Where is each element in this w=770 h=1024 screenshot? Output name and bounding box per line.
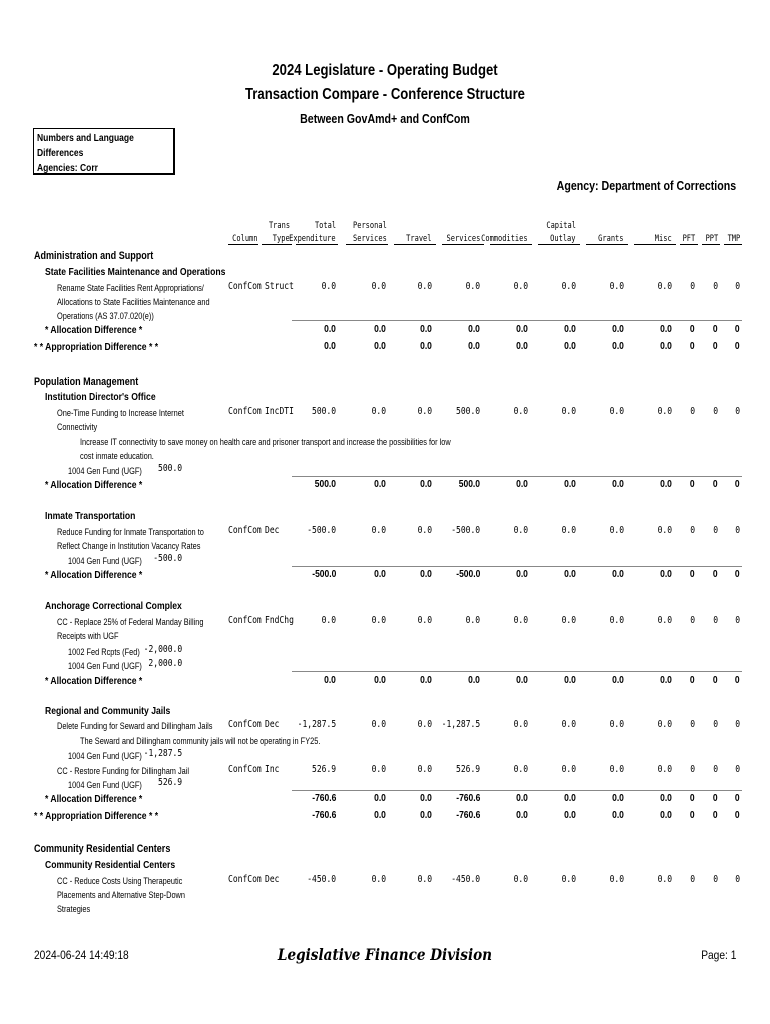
it-row-cell: 0.0 — [561, 525, 576, 536]
allocation-heading: Regional and Community Jails — [45, 705, 171, 717]
header-capital: Capital — [546, 221, 576, 231]
it-alloc-cell: -500.0 — [311, 569, 336, 580]
crc-row-cell: 0.0 — [657, 874, 672, 885]
transaction-description: Delete Funding for Seward and Dillingham Jails — [57, 721, 213, 731]
transaction-description: Connectivity — [57, 422, 98, 432]
fund-amount: 2,000.0 — [148, 658, 182, 669]
acc-alloc-cell: 0.0 — [612, 675, 624, 686]
ido-alloc-cell: 0.0 — [612, 479, 624, 490]
transaction-description: Allocations to State Facilities Maintenance and — [57, 297, 210, 307]
ido-row-cell: 0.0 — [657, 406, 672, 417]
it-row-cell: -500.0 — [451, 525, 480, 536]
rcj2-row-cell: 526.9 — [455, 764, 480, 775]
subtotal-rule — [292, 566, 742, 567]
ido-row-cell: 0.0 — [513, 406, 528, 417]
header-commodities: Commodities — [481, 234, 528, 244]
sfm-row-cell: 0.0 — [561, 281, 576, 292]
rcj1-row-cell: 0 — [713, 719, 718, 730]
admin-approp-cell: 0 — [735, 341, 740, 352]
popmgmt-approp-cell: 0.0 — [564, 810, 576, 821]
rcj1-row-cell: -1,287.5 — [297, 719, 336, 730]
header-type: Type — [273, 234, 290, 244]
section-heading: Community Residential Centers — [34, 843, 171, 855]
crc-row-cell: 0 — [735, 874, 740, 885]
crc-row-cell: 0.0 — [371, 874, 386, 885]
rcj2-row-cell: 0.0 — [657, 764, 672, 775]
rcj-alloc-cell: 0.0 — [612, 793, 624, 804]
sfm-row-cell: 0.0 — [371, 281, 386, 292]
rcj1-row-cell: 0 — [690, 719, 695, 730]
popmgmt-approp-cell: 0.0 — [516, 810, 528, 821]
allocation-heading: Institution Director's Office — [45, 391, 156, 403]
crc-row-cell: 0 — [690, 874, 695, 885]
it-alloc-cell: 0.0 — [420, 569, 432, 580]
transaction-description: Reflect Change in Institution Vacancy Rates — [57, 541, 201, 551]
header-ppt: PPT — [705, 234, 718, 244]
section-heading: Population Management — [34, 376, 139, 388]
transaction-note: The Seward and Dillingham community jails will not be operating in FY25. — [80, 736, 321, 746]
rcj2-row-cell: 0 — [713, 764, 718, 775]
acc-row-cell: 0.0 — [371, 615, 386, 626]
section-heading: Administration and Support — [34, 250, 154, 262]
trans-type: FndChg — [265, 615, 294, 626]
subtotal-rule — [292, 320, 742, 321]
rcj-alloc-cell: 0.0 — [374, 793, 386, 804]
it-row-cell: 0 — [713, 525, 718, 536]
it-alloc-cell: 0.0 — [612, 569, 624, 580]
acc-row-cell: 0.0 — [609, 615, 624, 626]
it-row-cell: 0.0 — [371, 525, 386, 536]
allocation-difference-label: * Allocation Difference * — [45, 675, 143, 687]
rcj-alloc-cell: 0.0 — [660, 793, 672, 804]
crc-row-cell: -450.0 — [451, 874, 480, 885]
fund-source: 1004 Gen Fund (UGF) — [68, 661, 142, 671]
acc-row-cell: 0.0 — [513, 615, 528, 626]
acc-row-cell: 0.0 — [657, 615, 672, 626]
crc-row-cell: 0.0 — [417, 874, 432, 885]
header-pft: PFT — [682, 234, 695, 244]
sfm-row-cell: 0 — [713, 281, 718, 292]
rcj-alloc-cell: 0.0 — [420, 793, 432, 804]
subtotal-rule — [292, 476, 742, 477]
allocation-difference-label: * Allocation Difference * — [45, 324, 143, 336]
acc-alloc-cell: 0.0 — [660, 675, 672, 686]
transaction-description: One-Time Funding to Increase Internet — [57, 408, 184, 418]
allocation-difference-label: * Allocation Difference * — [45, 479, 143, 491]
column-code: ConfCom — [228, 874, 262, 885]
rcj-alloc-cell: 0 — [735, 793, 740, 804]
popmgmt-approp-cell: 0.0 — [660, 810, 672, 821]
trans-type: IncDTI — [265, 406, 294, 417]
acc-row-cell: 0.0 — [465, 615, 480, 626]
admin-approp-cell: 0.0 — [324, 341, 336, 352]
acc-row-cell: 0 — [735, 615, 740, 626]
ido-alloc-cell: 0.0 — [660, 479, 672, 490]
ido-alloc-cell: 0.0 — [564, 479, 576, 490]
fund-source: 1004 Gen Fund (UGF) — [68, 466, 142, 476]
appropriation-difference-label: * * Appropriation Difference * * — [34, 810, 159, 822]
allocation-heading: Community Residential Centers — [45, 859, 176, 871]
header-travel: Travel — [406, 234, 432, 244]
column-code: ConfCom — [228, 615, 262, 626]
transaction-description: CC - Restore Funding for Dillingham Jail — [57, 766, 190, 776]
acc-row-cell: 0.0 — [417, 615, 432, 626]
rcj-alloc-cell: 0.0 — [516, 793, 528, 804]
transaction-description: Rename State Facilities Rent Appropriations/ — [57, 283, 204, 293]
it-row-cell: -500.0 — [307, 525, 336, 536]
appropriation-difference-label: * * Appropriation Difference * * — [34, 341, 159, 353]
popmgmt-approp-cell: -760.6 — [311, 810, 336, 821]
report-comparison: Between GovAmd+ and ConfCom — [300, 112, 470, 126]
admin-approp-cell: 0.0 — [374, 341, 386, 352]
fund-amount: -500.0 — [153, 553, 182, 564]
fund-source: 1002 Fed Rcpts (Fed) — [68, 647, 140, 657]
popmgmt-approp-cell: 0 — [735, 810, 740, 821]
subtotal-rule — [292, 790, 742, 791]
rcj1-row-cell: 0 — [735, 719, 740, 730]
acc-alloc-cell: 0.0 — [468, 675, 480, 686]
ido-row-cell: 0 — [690, 406, 695, 417]
header-personal: Personal — [353, 221, 387, 231]
column-code: ConfCom — [228, 281, 262, 292]
report-subtitle: Transaction Compare - Conference Structure — [245, 86, 525, 103]
filter-line: Agencies: Corr — [37, 163, 98, 174]
rcj1-row-cell: 0.0 — [371, 719, 386, 730]
transaction-description: Reduce Funding for Inmate Transportation to — [57, 527, 204, 537]
sfm-row-cell: 0.0 — [657, 281, 672, 292]
crc-row-cell: 0.0 — [513, 874, 528, 885]
filter-box — [33, 128, 175, 175]
fund-amount: 500.0 — [157, 463, 182, 474]
ido-alloc-cell: 0.0 — [516, 479, 528, 490]
sfm-row-cell: 0.0 — [513, 281, 528, 292]
rcj-alloc-cell: 0 — [713, 793, 718, 804]
popmgmt-approp-cell: 0.0 — [612, 810, 624, 821]
sfm-alloc-cell: 0.0 — [660, 324, 672, 335]
it-row-cell: 0.0 — [609, 525, 624, 536]
sfm-row-cell: 0.0 — [417, 281, 432, 292]
sfm-row-cell: 0.0 — [465, 281, 480, 292]
admin-approp-cell: 0.0 — [516, 341, 528, 352]
trans-type: Dec — [265, 719, 280, 730]
transaction-description: CC - Replace 25% of Federal Manday Billing — [57, 617, 204, 627]
allocation-difference-label: * Allocation Difference * — [45, 793, 143, 805]
crc-row-cell: 0.0 — [609, 874, 624, 885]
rcj-alloc-cell: -760.6 — [311, 793, 336, 804]
rcj2-row-cell: 0 — [690, 764, 695, 775]
admin-approp-cell: 0.0 — [612, 341, 624, 352]
acc-alloc-cell: 0 — [690, 675, 695, 686]
acc-alloc-cell: 0.0 — [516, 675, 528, 686]
acc-row-cell: 0.0 — [561, 615, 576, 626]
ido-row-cell: 0 — [735, 406, 740, 417]
sfm-alloc-cell: 0 — [735, 324, 740, 335]
ido-alloc-cell: 0.0 — [374, 479, 386, 490]
ido-row-cell: 0.0 — [609, 406, 624, 417]
rcj1-row-cell: 0.0 — [609, 719, 624, 730]
it-alloc-cell: 0.0 — [516, 569, 528, 580]
it-row-cell: 0 — [735, 525, 740, 536]
header-trans: Trans — [268, 221, 290, 231]
header-grants: Grants — [598, 234, 624, 244]
sfm-alloc-cell: 0.0 — [324, 324, 336, 335]
allocation-difference-label: * Allocation Difference * — [45, 569, 143, 581]
fund-source: 1004 Gen Fund (UGF) — [68, 556, 142, 566]
sfm-alloc-cell: 0.0 — [468, 324, 480, 335]
footer-timestamp: 2024-06-24 14:49:18 — [34, 948, 129, 962]
admin-approp-cell: 0.0 — [468, 341, 480, 352]
sfm-alloc-cell: 0.0 — [564, 324, 576, 335]
footer-division: Legislative Finance Division — [277, 945, 493, 964]
crc-row-cell: 0 — [713, 874, 718, 885]
rcj1-row-cell: -1,287.5 — [441, 719, 480, 730]
ido-alloc-cell: 500.0 — [458, 479, 480, 490]
popmgmt-approp-cell: 0 — [713, 810, 718, 821]
subtotal-rule — [292, 671, 742, 672]
ido-row-cell: 0.0 — [561, 406, 576, 417]
it-row-cell: 0.0 — [657, 525, 672, 536]
it-alloc-cell: 0 — [713, 569, 718, 580]
admin-approp-cell: 0.0 — [564, 341, 576, 352]
fund-source: 1004 Gen Fund (UGF) — [68, 780, 142, 790]
it-alloc-cell: 0.0 — [374, 569, 386, 580]
trans-type: Inc — [265, 764, 280, 775]
acc-alloc-cell: 0.0 — [374, 675, 386, 686]
header-services-personal: Services — [353, 234, 387, 244]
sfm-row-cell: 0.0 — [321, 281, 336, 292]
admin-approp-cell: 0 — [713, 341, 718, 352]
rcj2-row-cell: 0.0 — [561, 764, 576, 775]
agency-title: Agency: Department of Corrections — [556, 179, 736, 193]
sfm-row-cell: 0.0 — [609, 281, 624, 292]
rcj2-row-cell: 0 — [735, 764, 740, 775]
column-code: ConfCom — [228, 406, 262, 417]
column-code: ConfCom — [228, 719, 262, 730]
footer-page-number: Page: 1 — [700, 948, 736, 962]
header-services: Services — [446, 234, 480, 244]
ido-alloc-cell: 0.0 — [420, 479, 432, 490]
trans-type: Dec — [265, 525, 280, 536]
allocation-heading: State Facilities Maintenance and Operations — [45, 266, 226, 278]
rcj-alloc-cell: -760.6 — [455, 793, 480, 804]
rcj2-row-cell: 0.0 — [513, 764, 528, 775]
rcj2-row-cell: 0.0 — [371, 764, 386, 775]
header-total: Total — [314, 221, 336, 231]
acc-row-cell: 0 — [690, 615, 695, 626]
ido-alloc-cell: 0 — [735, 479, 740, 490]
transaction-note: Increase IT connectivity to save money on health care and prisoner transport and increase the possibilities for low — [80, 437, 451, 447]
ido-alloc-cell: 0 — [690, 479, 695, 490]
ido-row-cell: 0.0 — [371, 406, 386, 417]
it-row-cell: 0 — [690, 525, 695, 536]
rcj2-row-cell: 0.0 — [417, 764, 432, 775]
ido-alloc-cell: 0 — [713, 479, 718, 490]
allocation-heading: Inmate Transportation — [45, 510, 136, 522]
acc-alloc-cell: 0.0 — [420, 675, 432, 686]
it-row-cell: 0.0 — [513, 525, 528, 536]
popmgmt-approp-cell: -760.6 — [455, 810, 480, 821]
ido-row-cell: 0.0 — [417, 406, 432, 417]
column-code: ConfCom — [228, 764, 262, 775]
acc-alloc-cell: 0 — [735, 675, 740, 686]
sfm-alloc-cell: 0 — [713, 324, 718, 335]
rcj1-row-cell: 0.0 — [417, 719, 432, 730]
transaction-description: CC - Reduce Costs Using Therapeutic — [57, 876, 183, 886]
it-alloc-cell: 0.0 — [564, 569, 576, 580]
trans-type: Dec — [265, 874, 280, 885]
rcj1-row-cell: 0.0 — [561, 719, 576, 730]
header-column: Column — [232, 234, 258, 244]
transaction-note: cost inmate education. — [80, 451, 154, 461]
sfm-alloc-cell: 0.0 — [374, 324, 386, 335]
acc-alloc-cell: 0.0 — [564, 675, 576, 686]
acc-alloc-cell: 0 — [713, 675, 718, 686]
transaction-description: Strategies — [57, 904, 91, 914]
fund-amount: 526.9 — [157, 777, 182, 788]
header-tmp: TMP — [727, 234, 740, 244]
transaction-description: Operations (AS 37.07.020(e)) — [57, 311, 154, 321]
sfm-alloc-cell: 0.0 — [516, 324, 528, 335]
acc-row-cell: 0.0 — [321, 615, 336, 626]
sfm-alloc-cell: 0 — [690, 324, 695, 335]
acc-row-cell: 0 — [713, 615, 718, 626]
admin-approp-cell: 0.0 — [420, 341, 432, 352]
it-alloc-cell: 0.0 — [660, 569, 672, 580]
it-row-cell: 0.0 — [417, 525, 432, 536]
sfm-alloc-cell: 0.0 — [420, 324, 432, 335]
trans-type: Struct — [265, 281, 294, 292]
ido-row-cell: 500.0 — [455, 406, 480, 417]
header-misc: Misc — [655, 234, 672, 244]
rcj1-row-cell: 0.0 — [513, 719, 528, 730]
crc-row-cell: -450.0 — [307, 874, 336, 885]
popmgmt-approp-cell: 0.0 — [420, 810, 432, 821]
rcj2-row-cell: 0.0 — [609, 764, 624, 775]
ido-row-cell: 500.0 — [311, 406, 336, 417]
fund-source: 1004 Gen Fund (UGF) — [68, 751, 142, 761]
header-outlay: Outlay — [550, 234, 576, 244]
admin-approp-cell: 0 — [690, 341, 695, 352]
it-alloc-cell: -500.0 — [455, 569, 480, 580]
it-alloc-cell: 0 — [690, 569, 695, 580]
sfm-alloc-cell: 0.0 — [612, 324, 624, 335]
acc-alloc-cell: 0.0 — [324, 675, 336, 686]
rcj1-row-cell: 0.0 — [657, 719, 672, 730]
transaction-description: Placements and Alternative Step-Down — [57, 890, 185, 900]
filter-line: Numbers and Language — [37, 133, 134, 144]
filter-line: Differences — [37, 148, 84, 159]
sfm-row-cell: 0 — [690, 281, 695, 292]
rcj-alloc-cell: 0.0 — [564, 793, 576, 804]
transaction-description: Receipts with UGF — [57, 631, 119, 641]
ido-alloc-cell: 500.0 — [314, 479, 336, 490]
popmgmt-approp-cell: 0 — [690, 810, 695, 821]
crc-row-cell: 0.0 — [561, 874, 576, 885]
fund-amount: -1,287.5 — [143, 748, 182, 759]
popmgmt-approp-cell: 0.0 — [374, 810, 386, 821]
fund-amount: -2,000.0 — [143, 644, 182, 655]
ido-row-cell: 0 — [713, 406, 718, 417]
sfm-row-cell: 0 — [735, 281, 740, 292]
report-title: 2024 Legislature - Operating Budget — [272, 62, 498, 79]
allocation-heading: Anchorage Correctional Complex — [45, 600, 182, 612]
column-code: ConfCom — [228, 525, 262, 536]
rcj2-row-cell: 526.9 — [311, 764, 336, 775]
rcj-alloc-cell: 0 — [690, 793, 695, 804]
admin-approp-cell: 0.0 — [660, 341, 672, 352]
it-alloc-cell: 0 — [735, 569, 740, 580]
header-expenditure: Expenditure — [289, 234, 336, 244]
